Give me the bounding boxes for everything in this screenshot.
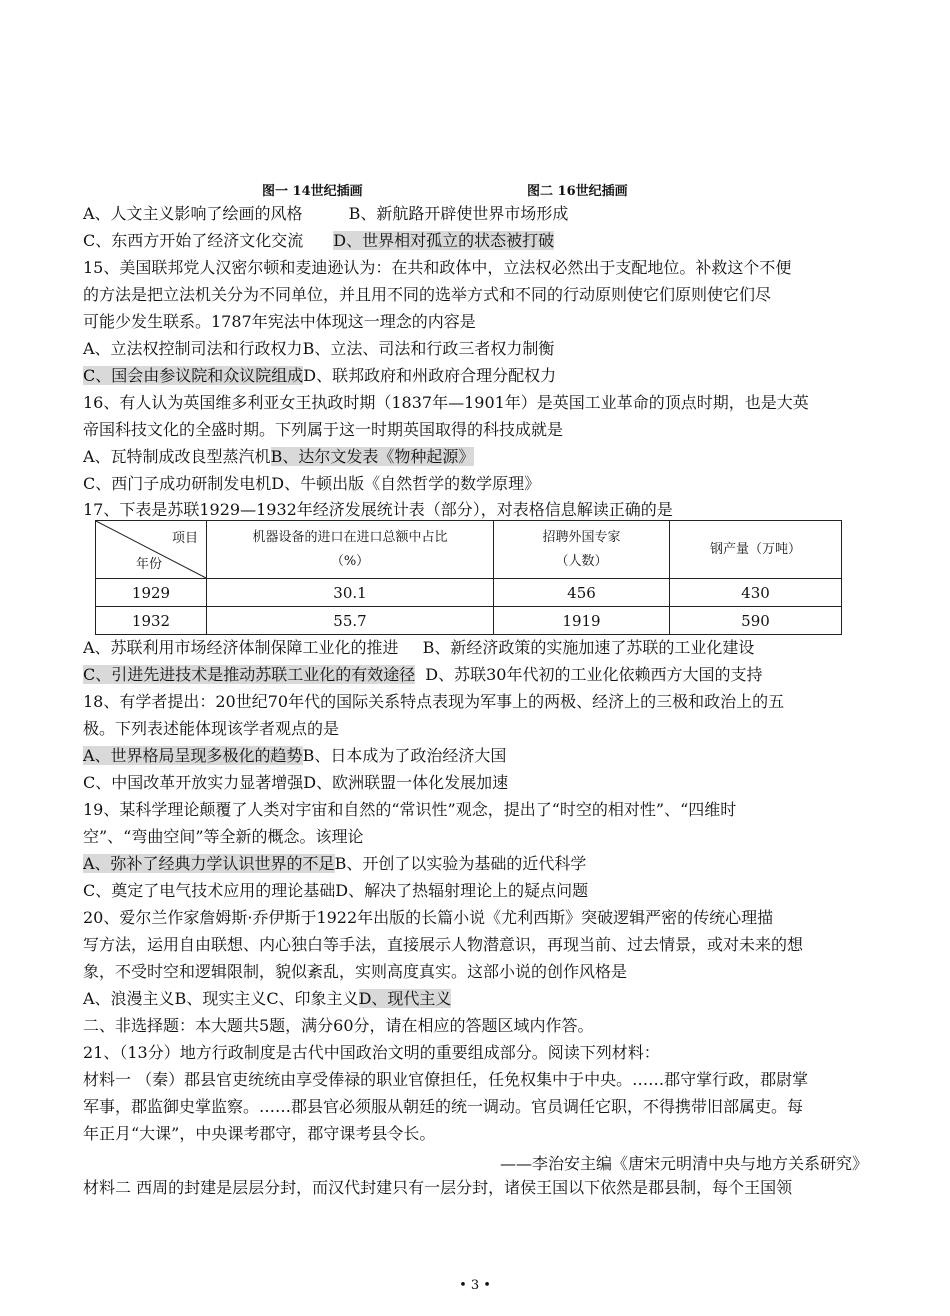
q20-stem-line1: 20、爱尔兰作家詹姆斯·乔伊斯于1922年出版的长篇小说《尤利西斯》突破逻辑严密的传统心理描 (83, 908, 774, 927)
q14-option-b: B、新航路开辟使世界市场形成 (348, 204, 569, 223)
q15-option-c: C、国会由参议院和众议院组成 (83, 366, 304, 385)
page-number: • 3 • (459, 1278, 491, 1293)
q15-options-row2 (83, 366, 556, 386)
ussr-stats-table (95, 520, 842, 635)
q18-stem-line2: 极。下列表述能体现该学者观点的是 (83, 719, 340, 738)
col-header-experts-line2: （人数） (555, 553, 608, 569)
q14-options-row2 (83, 231, 554, 251)
q16-option-c: C、西门子成功研制发电机 (83, 474, 272, 493)
q21-stem: 21、（13分）地方行政制度是古代中国政治文明的重要组成部分。阅读下列材料： (83, 1043, 660, 1062)
q14-option-d: D、世界相对孤立的状态被打破 (333, 231, 555, 250)
q17-stem: 17、下表是苏联1929—1932年经济发展统计表（部分），对表格信息解读正确的是 (83, 500, 673, 519)
q14-options-row1 (83, 204, 568, 224)
q21-material1-source: ——李治安主编《唐宋元明清中央与地方关系研究》 (499, 1154, 868, 1173)
q19-options-row2 (83, 881, 588, 901)
q18-options-row2 (83, 773, 508, 793)
q18-option-c: C、中国改革开放实力显著增强 (83, 773, 304, 792)
q15-option-d: D、联邦政府和州政府合理分配权力 (303, 366, 557, 385)
q20-options-abc: A、浪漫主义B、现实主义C、印象主义 (83, 989, 359, 1008)
q16-options-row1 (83, 447, 474, 467)
q16-option-a: A、瓦特制成改良型蒸汽机 (83, 447, 271, 466)
q16-stem-line1: 16、有人认为英国维多利亚女王执政时期（1837年—1901年）是英国工业革命的顶点时期，也是大英 (83, 393, 809, 412)
table-row (96, 579, 842, 607)
figure-2-caption: 图二 16世纪插画 (527, 184, 628, 199)
q15-option-a: A、立法权控制司法和行政权力 (83, 339, 303, 358)
q19-stem-line1: 19、某科学理论颠覆了人类对宇宙和自然的“常识性”观念，提出了“时空的相对性”、“四维时 (83, 800, 737, 819)
q15-stem-line3: 可能少发生联系。1787年宪法中体现这一理念的内容是 (83, 312, 476, 331)
col-header-import-share-line1: 机器设备的进口在进口总额中占比 (252, 529, 448, 545)
q17-option-b: B、新经济政策的实施加速了苏联的工业化建设 (422, 638, 755, 657)
q19-stem-line2: 空”、“弯曲空间”等全新的概念。该理论 (83, 827, 364, 846)
q21-material2-line1: 材料二 西周的封建是层层分封，而汉代封建只有一层分封，诸侯王国以下依然是郡县制，每个王国领 (83, 1178, 793, 1197)
q18-option-d: D、欧洲联盟一体化发展加速 (303, 773, 509, 792)
q17-options-row1 (83, 638, 754, 658)
q21-material1-line3: 年正月“大课”，中央课考郡守，郡守课考县令长。 (83, 1124, 436, 1143)
q15-options-row1 (83, 339, 554, 359)
q19-option-c: C、奠定了电气技术应用的理论基础 (83, 881, 336, 900)
q16-options-row2 (83, 474, 540, 494)
cell-import-share: 55.7 (207, 607, 494, 635)
q19-option-d: D、解决了热辐射理论上的疑点问题 (335, 881, 589, 900)
q18-option-b: B、日本成为了政治经济大国 (302, 746, 507, 765)
q20-option-d: D、现代主义 (358, 989, 452, 1008)
q17-options-row2 (83, 665, 762, 685)
col-header-import-share (207, 521, 494, 579)
corner-label-item: 项目 (171, 531, 198, 546)
corner-label-year: 年份 (136, 557, 163, 572)
q17-option-c: C、引进先进技术是推动苏联工业化的有效途径 (83, 665, 416, 684)
q18-option-a: A、世界格局呈现多极化的趋势 (83, 746, 303, 765)
q19-option-a: A、弥补了经典力学认识世界的不足 (83, 854, 335, 873)
q20-stem-line3: 象，不受时空和逻辑限制，貌似紊乱，实则高度真实。这部小说的创作风格是 (83, 962, 628, 981)
table-header-row (96, 521, 842, 579)
col-header-experts-line1: 招聘外国专家 (542, 529, 621, 545)
q19-options-row1 (83, 854, 586, 874)
q16-stem-line2: 帝国科技文化的全盛时期。下列属于这一时期英国取得的科技成就是 (83, 420, 564, 439)
cell-steel: 430 (670, 579, 842, 607)
q18-stem-line1: 18、有学者提出：20世纪70年代的国际关系特点表现为军事上的两极、经济上的三极和政治上的五 (83, 692, 785, 711)
q14-option-c: C、东西方开始了经济文化交流 (83, 231, 304, 250)
q21-material1-line1: 材料一 （秦）郡县官吏统统由享受俸禄的职业官僚担任，任免权集中于中央。……郡守掌行政，郡尉掌 (83, 1070, 809, 1089)
q18-options-row1 (83, 746, 506, 766)
q15-stem-line2: 的方法是把立法机关分为不同单位，并且用不同的选举方式和不同的行动原则使它们原则使它们尽 (83, 285, 772, 304)
q17-option-d: D、苏联30年代初的工业化依赖西方大国的支持 (425, 665, 763, 684)
q15-stem-line1: 15、美国联邦党人汉密尔顿和麦迪逊认为：在共和政体中，立法权必然出于支配地位。补救这个不便 (83, 258, 792, 277)
cell-year: 1929 (96, 579, 207, 607)
col-header-steel: 钢产量（万吨） (670, 521, 842, 579)
table-row (96, 607, 842, 635)
cell-experts: 456 (494, 579, 670, 607)
cell-import-share: 30.1 (207, 579, 494, 607)
col-header-experts (494, 521, 670, 579)
cell-year: 1932 (96, 607, 207, 635)
q16-option-b: B、达尔文发表《物种起源》 (270, 447, 475, 466)
q20-stem-line2: 写方法，运用自由联想、内心独白等手法，直接展示人物潜意识，再现当前、过去情景，或对未来的想 (83, 935, 804, 954)
q20-options-row (83, 989, 451, 1009)
figure-1-caption: 图一 14世纪插画 (262, 184, 363, 199)
q14-option-a: A、人文主义影响了绘画的风格 (83, 204, 303, 223)
q17-option-a: A、苏联利用市场经济体制保障工业化的推进 (83, 638, 399, 657)
q15-option-b: B、立法、司法和行政三者权力制衡 (302, 339, 555, 358)
q16-option-d: D、牛顿出版《自然哲学的数学原理》 (271, 474, 541, 493)
section-2-heading: 二、非选择题：本大题共5题，满分60分，请在相应的答题区域内作答。 (83, 1016, 594, 1035)
q19-option-b: B、开创了以实验为基础的近代科学 (334, 854, 587, 873)
col-header-import-share-line2: （%） (330, 553, 370, 569)
q21-material1-line2: 军事，郡监御史掌监察。……郡县官必须服从朝廷的统一调动。官员调任它职，不得携带旧部属吏。每 (83, 1097, 804, 1116)
cell-steel: 590 (670, 607, 842, 635)
cell-experts: 1919 (494, 607, 670, 635)
table-corner-cell (96, 521, 207, 579)
